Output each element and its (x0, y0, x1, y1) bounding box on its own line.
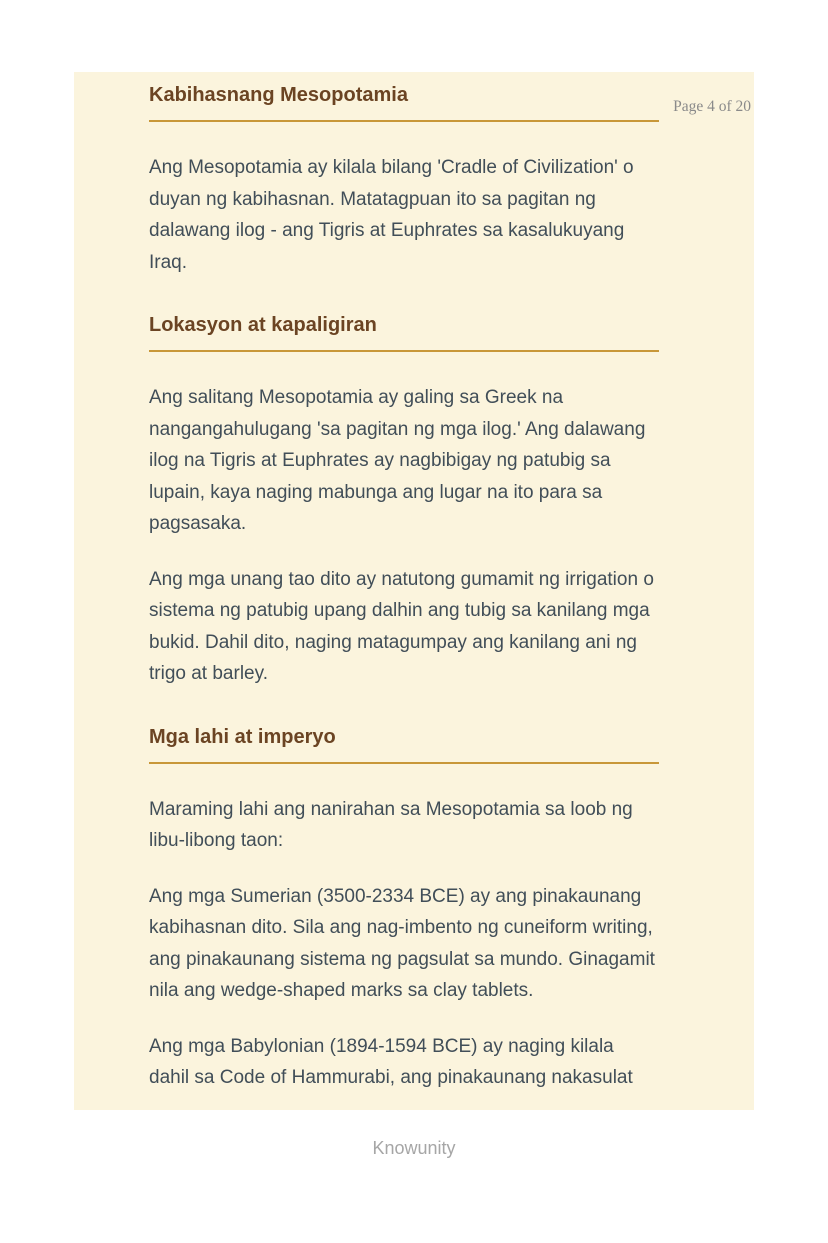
paragraph: Ang mga unang tao dito ay natutong gumamit ng irrigation o sistema ng patubig upang dalhin ang tubig sa kanilang mga bukid. Dahil dito, naging matagumpay ang kanilang ani ng trigo at barley. (149, 568, 654, 684)
paragraph: Ang Mesopotamia ay kilala bilang 'Cradle of Civilization' o duyan ng kabihasnan. Matatagpuan ito sa pagitan ng dalawang ilog - ang Tigris at Euphrates sa kasalukuyang Iraq. (149, 157, 634, 273)
content-panel (74, 72, 754, 1110)
paragraph: Ang mga Babylonian (1894-1594 BCE) ay naging kilala dahil sa Code of Hammurabi, ang pinakaunang nakasulat (149, 1035, 633, 1088)
section-title: Lokasyon at kapaligiran (149, 314, 377, 336)
section-title: Mga lahi at imperyo (149, 725, 336, 748)
footer-brand: Knowunity (372, 1137, 456, 1158)
paragraph: Ang mga Sumerian (3500-2334 BCE) ay ang pinakaunang kabihasnan dito. Sila ang nag-imbento ng cuneiform writing, ang pinakaunang sistema ng pagsulat sa mundo. Ginagamit nila ang wedge-shaped marks sa clay tablets. (149, 885, 655, 1001)
section-underline (149, 120, 659, 122)
section-mga-lahi-at-imperyo (149, 724, 659, 1094)
section-underline (149, 762, 659, 764)
paragraph: Ang salitang Mesopotamia ay galing sa Greek na nangangahulugang 'sa pagitan ng mga ilog.' Ang dalawang ilog na Tigris at Euphrates ay nagbibigay ng patubig sa lupain, kaya naging mabunga ang lugar na ito para sa pagsasaka. (149, 387, 646, 534)
page-indicator: Page 4 of 20 (673, 98, 751, 115)
section-kabihasnang-mesopotamia (149, 82, 659, 278)
section-underline (149, 350, 659, 352)
section-lokasyon-at-kapaligiran (149, 312, 659, 690)
section-title: Kabihasnang Mesopotamia (149, 84, 408, 106)
paragraph: Maraming lahi ang nanirahan sa Mesopotamia sa loob ng libu-libong taon: (149, 798, 633, 851)
